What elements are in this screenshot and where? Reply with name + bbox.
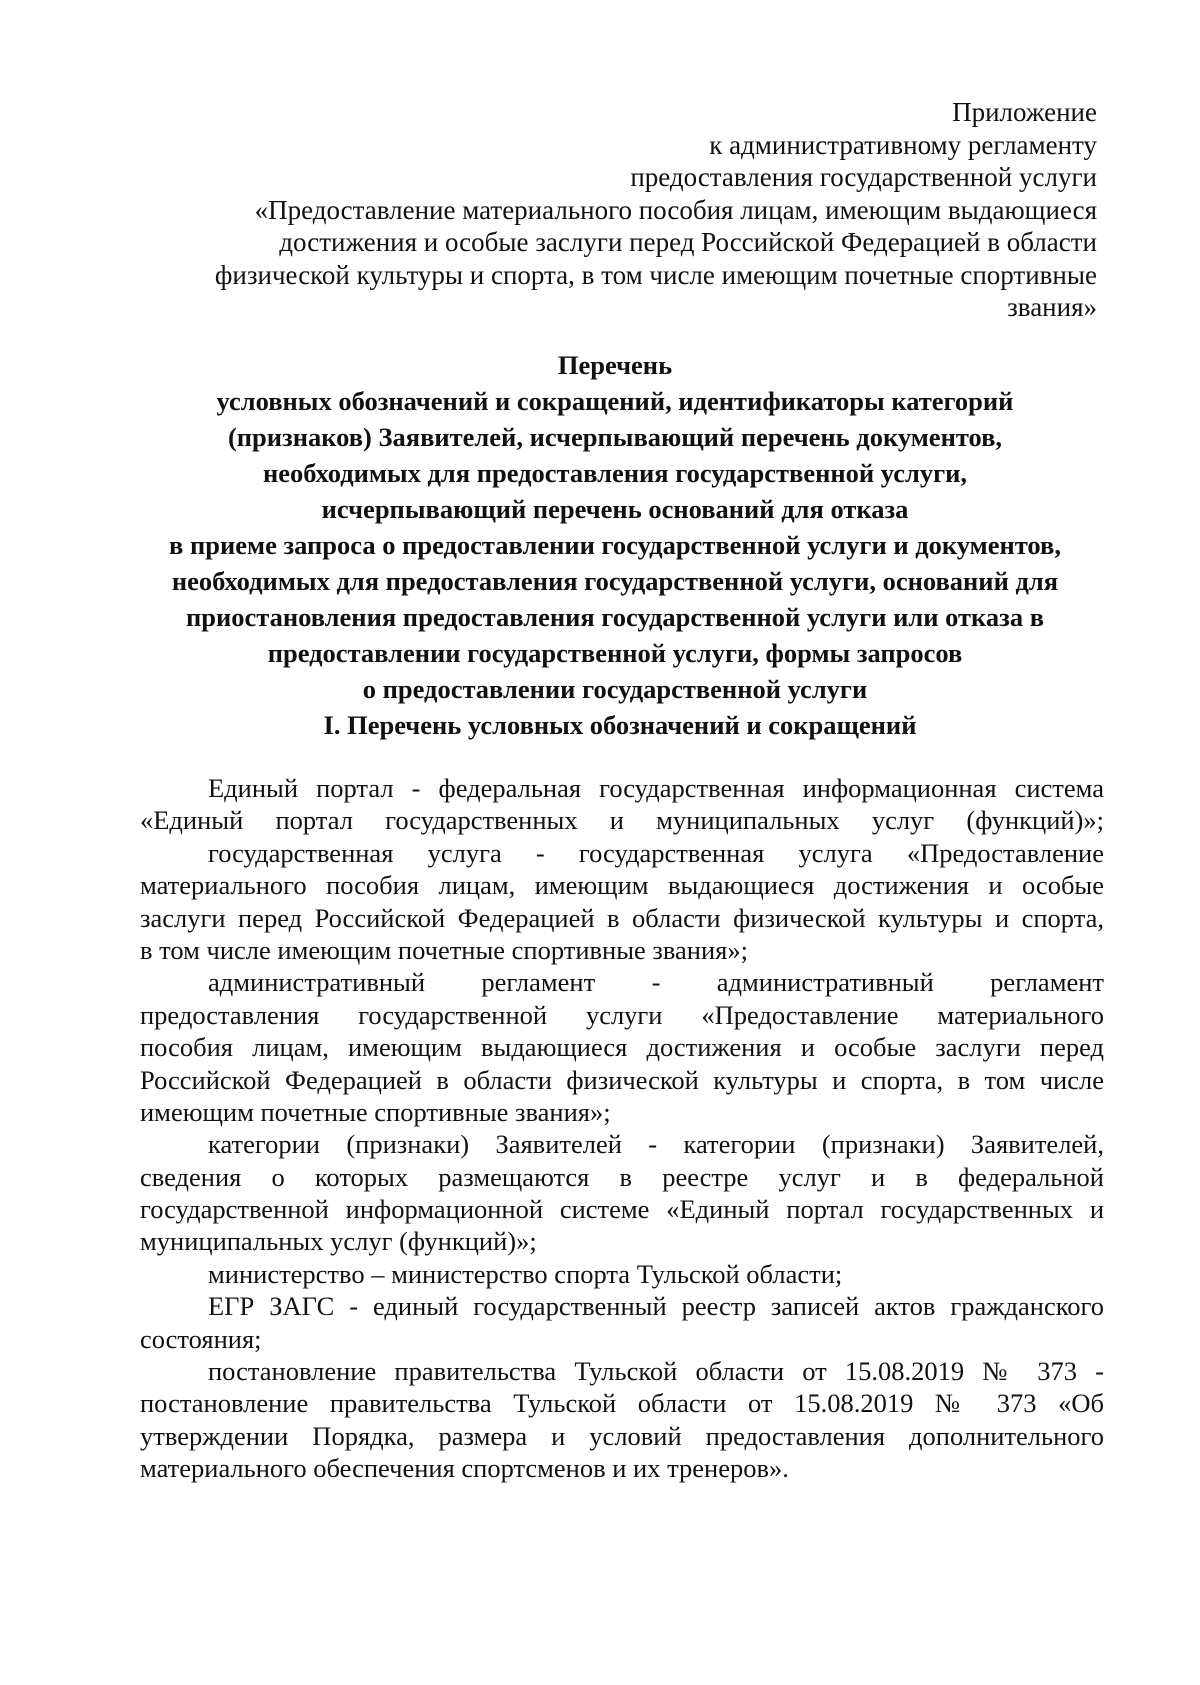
appendix-header-line: к административному регламенту [709, 129, 1097, 160]
body-line: состояния; [140, 1323, 262, 1354]
appendix-header-line: предоставления государственной услуги [630, 162, 1097, 192]
body-line: Единый портал - федеральная государственная информационная система [208, 773, 1104, 803]
body-line: постановление правительства Тульской области от 15.08.2019 № 373 - [208, 1356, 1104, 1387]
body-line: материального пособия лицам, имеющим выдающиеся достижения и особые [140, 870, 1104, 901]
body-line: материального обеспечения спортсменов и их тренеров». [140, 1453, 789, 1484]
title-line: исчерпывающий перечень оснований для отказа [321, 494, 909, 524]
body-line: муниципальных услуг (функций)»; [140, 1226, 537, 1257]
body-line: административный регламент - административный регламент [208, 967, 1104, 998]
title-line: приостановления предоставления государственной услуги или отказа в [185, 602, 1045, 632]
appendix-header-line: Приложение [952, 97, 1097, 127]
title-line: условных обозначений и сокращений, идентификаторы категорий [216, 386, 1014, 416]
body-line: предоставления государственной услуги «Предоставление материального [140, 999, 1104, 1030]
body-line: в том числе имеющим почетные спортивные звания»; [140, 934, 748, 965]
body-line: постановление правительства Тульской области от 15.08.2019 № 373 «Об [140, 1388, 1104, 1419]
body-line: пособия лицам, имеющим выдающиеся достижения и особые заслуги перед [140, 1032, 1104, 1063]
title-line: необходимых для предоставления государственной услуги, оснований для [171, 566, 1059, 596]
body-line: министерство – министерство спорта Тульской области; [208, 1258, 843, 1289]
body-line: ЕГР ЗАГС - единый государственный реестр записей актов гражданского [208, 1291, 1104, 1322]
body-text [140, 772, 1104, 1485]
title-line: предоставлении государственной услуги, формы запросов [267, 638, 963, 668]
body-line: государственной информационной системе «Единый портал государственных и [140, 1194, 1104, 1225]
body-line: имеющим почетные спортивные звания»; [140, 1096, 611, 1127]
appendix-header-line: «Предоставление материального пособия лицам, имеющим выдающиеся [254, 194, 1097, 225]
body-line: сведения о которых размещаются в реестре услуг и в федеральной [140, 1161, 1104, 1192]
body-line: утверждении Порядка, размера и условий предоставления дополнительного [140, 1420, 1104, 1451]
title-line: о предоставлении государственной услуги [362, 674, 868, 704]
section-heading: I. Перечень условных обозначений и сокращений [323, 710, 917, 740]
body-line: заслуги перед Российской Федерацией в области физической культуры и спорта, [140, 902, 1104, 933]
appendix-header-line: физической культуры и спорта, в том числе имеющим почетные спортивные [214, 259, 1097, 290]
title-line: необходимых для предоставления государственной услуги, [262, 458, 968, 488]
body-line: «Единый портал государственных и муниципальных услуг (функций)»; [140, 805, 1104, 836]
body-line: Российской Федерацией в области физической культуры и спорта, в том числе [140, 1064, 1104, 1095]
document-title [120, 347, 1110, 707]
appendix-header [170, 96, 1097, 324]
appendix-header-line: достижения и особые заслуги перед Российской Федерацией в области [279, 227, 1097, 257]
body-line: категории (признаки) Заявителей - категории (признаки) Заявителей, [208, 1129, 1104, 1160]
appendix-header-line: звания» [1007, 292, 1097, 322]
title-line: Перечень [557, 350, 673, 380]
title-line: в приеме запроса о предоставлении государственной услуги и документов, [169, 530, 1061, 560]
title-line: (признаков) Заявителей, исчерпывающий перечень документов, [227, 422, 1003, 452]
body-line: государственная услуга - государственная услуга «Предоставление [208, 837, 1104, 868]
